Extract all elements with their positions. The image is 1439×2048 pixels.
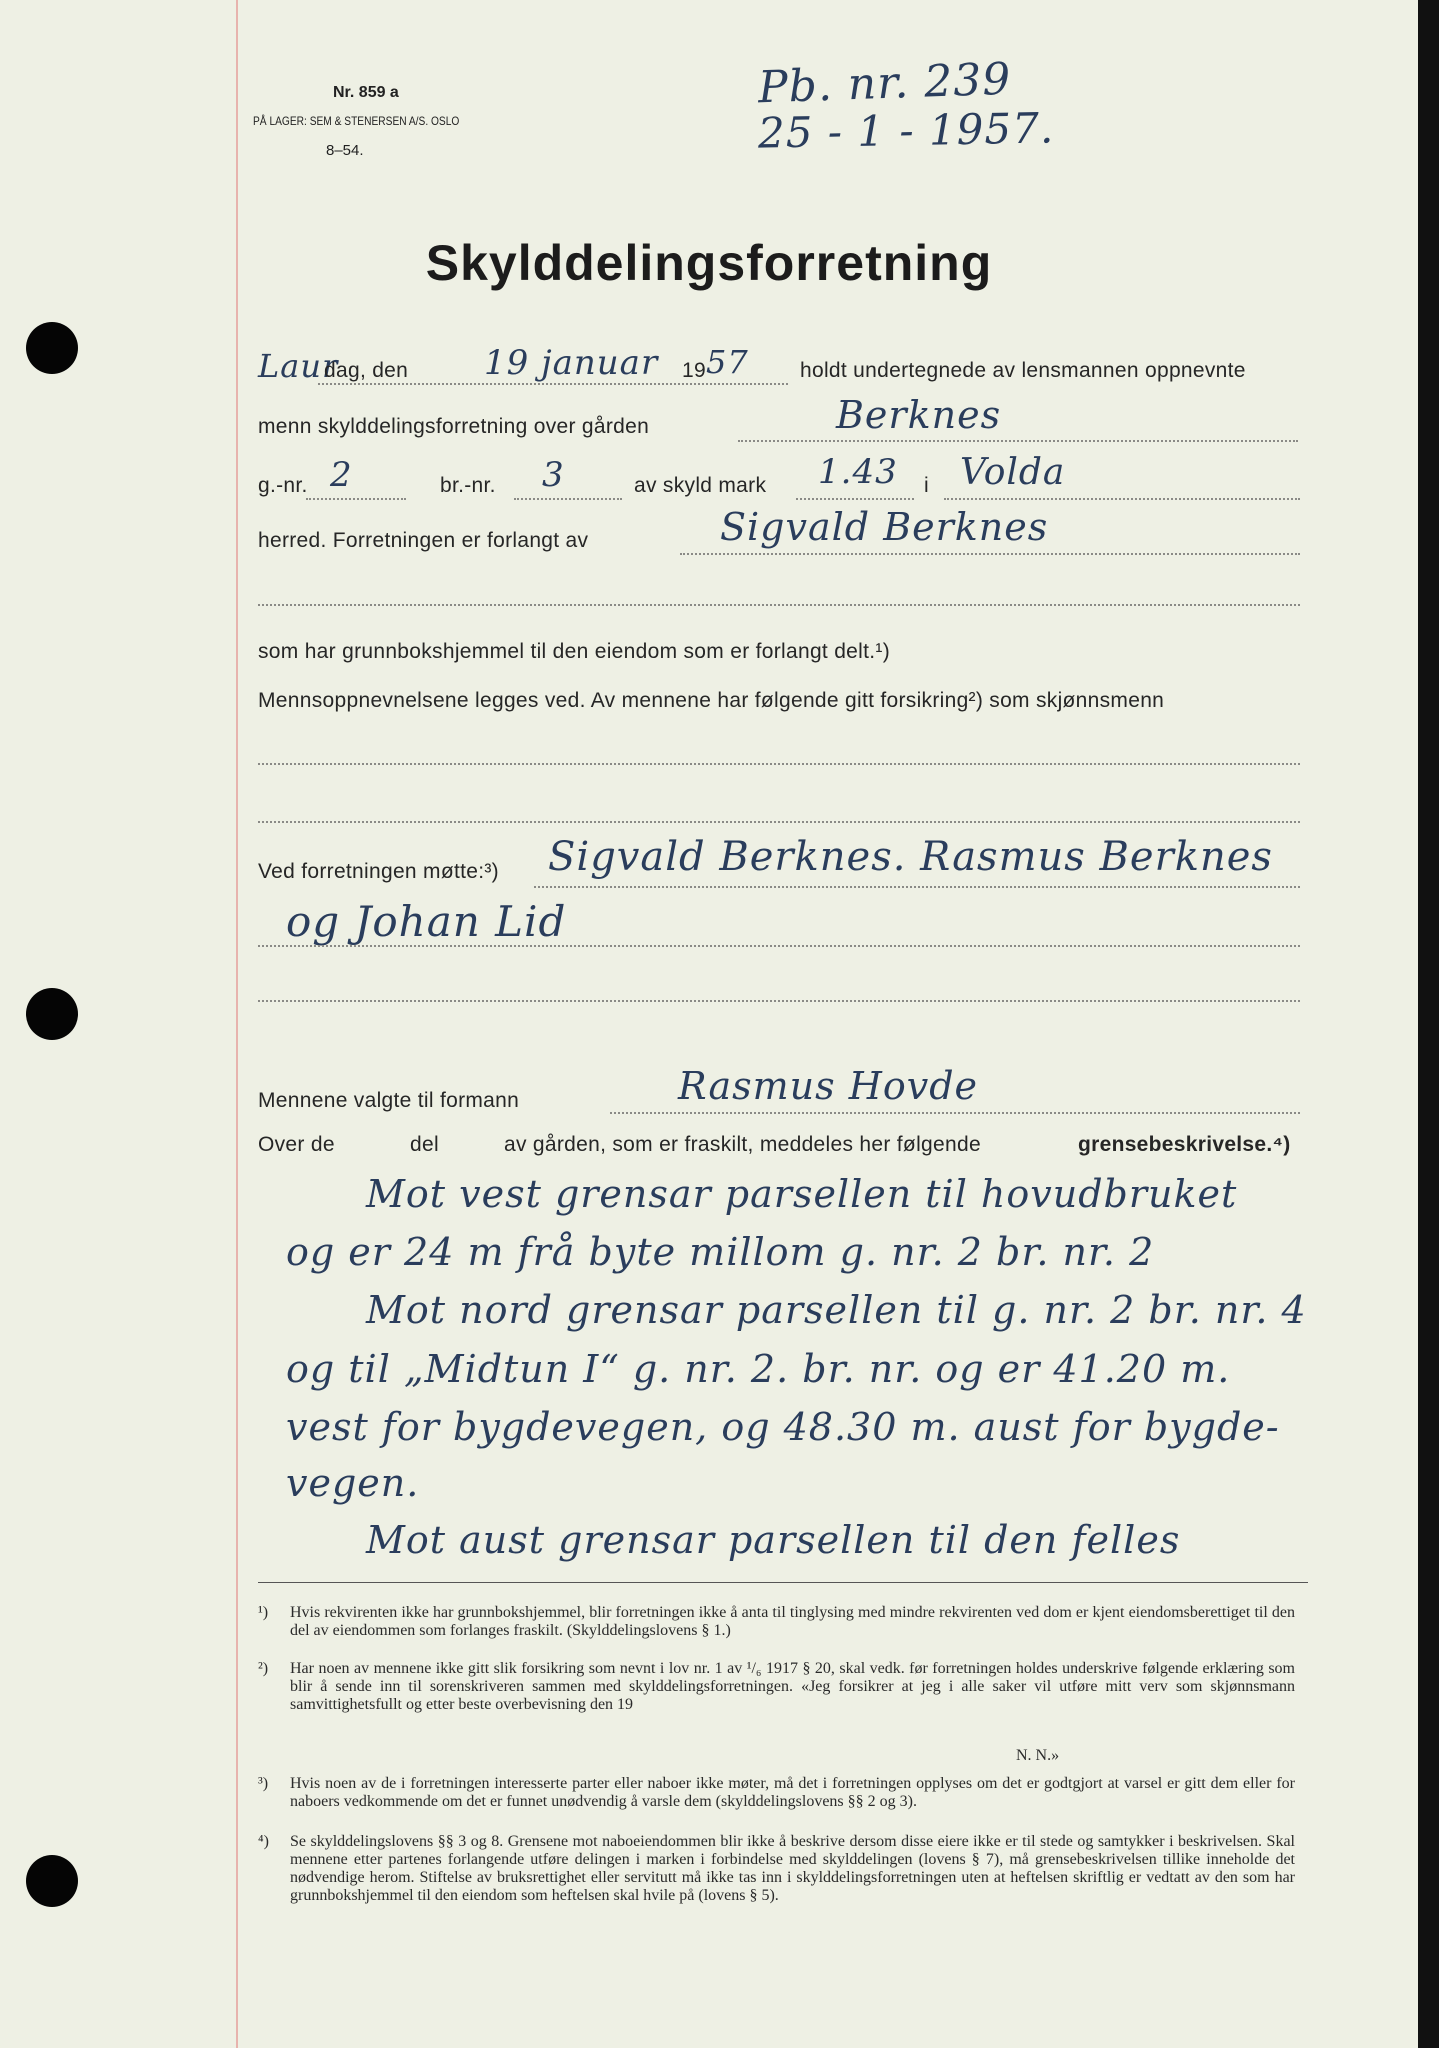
dotted-line [306,498,406,500]
men-text: menn skylddelingsforretning over gården [258,415,650,438]
edition: 8–54. [326,142,364,159]
bnr-handwritten: 3 [542,455,565,495]
dotted-line [258,763,1300,765]
dotted-line [258,821,1300,823]
handwritten-ref-number: Pb. nr. 239 [757,53,1013,114]
requester-handwritten: Sigvald Berknes [720,505,1049,549]
date-handwritten: 19 januar [484,343,659,383]
footnote-rule [258,1582,1308,1583]
day-handwritten: Laur [258,347,339,385]
attendees-handwritten-1: Sigvald Berknes. Rasmus Berknes [548,834,1273,880]
skyld-handwritten: 1.43 [818,452,898,492]
dotted-line [514,498,622,500]
dotted-line [944,498,1300,500]
held-text: holdt undertegnede av lensmannen oppnevnte [800,359,1246,382]
description-line: vegen. [286,1461,420,1505]
over-text: av gården, som er fraskilt, meddeles her følgende [504,1133,981,1156]
description-line: Mot aust grensar parsellen til den felles [366,1518,1181,1562]
gnr-label: g.-nr. [258,474,308,497]
formann-handwritten: Rasmus Hovde [678,1064,979,1108]
dotted-line [680,553,1300,555]
grunnbok-text: som har grunnbokshjemmel til den eiendom som er forlangt delt.¹) [258,640,890,663]
document-page: Nr. 859 a PÅ LAGER: SEM & STENERSEN A/S. OSLO 8–54. Pb. nr. 239 25 - 1 - 1957. Skylddelingsforretning Laur dag, den 19 januar 19 57 holdt undertegnede av lensmannen oppnevnte menn skylddelingsforretning over gården Berknes g.-nr. 2 br.-nr. 3 av skyld mark 1.43 i Volda herred. Forretningen er forlangt av Sigvald Berknes som har grunnbokshjemmel til den eiendom som er forlangt delt.¹) Mennsoppnevnelsene legges ved. Av mennene har følgende gitt forsikring²) som skjønnsmenn Ved forretningen møtte:³) Sigvald Berknes. Rasmus Berknes og Johan Lid Mennene valgte til formann Rasmus Hovde Over de del av gården, som er fraskilt, meddeles her følgende grensebeskrivelse.⁴) Mot vest grensar parsellen til hovudbruket og er 24 m frå byte millom g. nr. 2 br. nr. 2 Mot nord grensar parsellen til g. nr. 2 br. nr. 4 og til „Midtun I“ g. nr. 2. br. nr. og er 41.20 m. vest for bygdevegen, og 48.30 m. aust for bygde- vegen. Mot aust grensar parsellen til den felles ¹) Hvis rekvirenten ikke har grunnbokshjemmel, blir forretningen ikke å anta til tinglysing med mindre rekvirenten ved dom er kjent eiendomsberettiget til den del av eiendommen som forlanges fraskilt. (Skylddelingslovens § 1.) ²) Har noen av mennene ikke gitt slik forsikring som nevnt i lov nr. 1 av ¹/₆ 1917 § 20, skal vedk. før forretningen holdes underskrive følgende erklæring som blir å sende inn til sorenskriveren sammen med skylddelingsforretningen. «Jeg forsikrer at jeg i alle saker vil utføre mitt verv som skjønnsmann samvittighetsfullt og etter beste overbevisning den 19 N. N.» ³) Hvis noen av de i forretningen interesserte parter eller naboer ikke møter, må det i forretningen opplyses om det er godtgjort at varsel er gitt dem eller for naboers vedkommende om det er funnet unødvendig å varsle dem (skylddelingslovens §§ 2 og 3). ⁴) Se skylddelingslovens §§ 3 og 8. Grensene mot naboeiendommen blir ikke å beskrive dersom disse eiere ikke er til stede og samtykker i beskrivelsen. Skal mennene etter partenes forlangende utføre delingen i marken i forbindelse med skylddelingen (lovens § 7), må grensebeskrivelsen tillike inneholde det nødvendige herom. Stiftelse av bruksrettighet eller servitutt må ikke tas inn i skylddelingsforretningen uten at heftelsen skriftlig er vedtatt av den som har grunnbokshjemmel til den eiendom som heftelsen skal hvile på (lovens § 5). [0,0,1418,2048]
description-line: vest for bygdevegen, og 48.30 m. aust for bygde- [286,1405,1280,1449]
year-handwritten: 57 [706,343,749,381]
i-label: i [924,474,929,497]
day-label: dag, den [324,359,409,382]
skyld-label: av skyld mark [634,474,767,497]
description-line: Mot nord grensar parsellen til g. nr. 2 br. nr. 4 [366,1288,1307,1332]
description-line: og er 24 m frå byte millom g. nr. 2 br. nr. 2 [286,1230,1155,1274]
herred-text: herred. Forretningen er forlangt av [258,529,589,552]
dotted-line [796,498,914,500]
farm-handwritten: Berknes [836,393,1002,437]
punch-hole [26,1855,78,1907]
over-de: Over de [258,1133,335,1156]
description-line: og til „Midtun I“ g. nr. 2. br. nr. og er 41.20 m. [286,1347,1231,1391]
dotted-line [258,945,1300,947]
over-del: del [410,1133,439,1156]
punch-hole [26,988,78,1040]
bnr-label: br.-nr. [440,474,496,497]
dotted-line [258,1000,1300,1002]
formann-label: Mennene valgte til formann [258,1089,520,1112]
grensebeskrivelse-label: grensebeskrivelse.⁴) [1078,1133,1291,1156]
form-number: Nr. 859 a [333,84,399,101]
attendees-handwritten-2: og Johan Lid [286,897,567,946]
dotted-line [534,886,1300,888]
dotted-line [738,440,1298,442]
punch-hole [26,322,78,374]
year-prefix: 19 [682,359,706,382]
printer-line: PÅ LAGER: SEM & STENERSEN A/S. OSLO [253,114,460,128]
dotted-line [318,383,788,385]
attendees-label: Ved forretningen møtte:³) [258,860,499,883]
place-handwritten: Volda [960,452,1066,493]
description-line: Mot vest grensar parsellen til hovudbruket [366,1172,1238,1216]
margin-line [236,0,238,2048]
page-title: Skylddelingsforretning [425,235,993,291]
dotted-line [258,604,1300,606]
menn-text: Mennsoppnevnelsene legges ved. Av mennene har følgende gitt forsikring²) som skjønnsmenn [258,689,1165,712]
handwritten-ref-date: 25 - 1 - 1957. [757,103,1055,158]
gnr-handwritten: 2 [330,455,353,495]
dotted-line [610,1112,1300,1114]
footnote-signature: N. N.» [1016,1747,1060,1764]
